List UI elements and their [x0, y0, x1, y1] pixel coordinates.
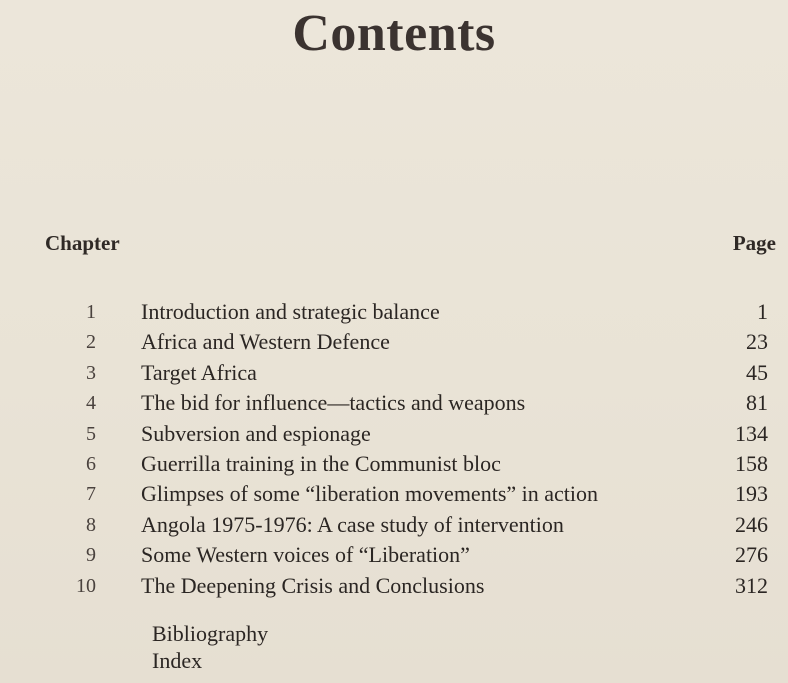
chapter-number: 8 — [86, 513, 96, 536]
chapter-number: 2 — [86, 331, 96, 354]
contents-row — [0, 419, 788, 449]
chapter-title: Some Western voices of “Liberation” — [141, 542, 470, 568]
chapter-page: 276 — [735, 542, 768, 568]
page-title: Contents — [292, 5, 496, 62]
contents-row — [0, 510, 788, 540]
contents-row — [0, 479, 788, 509]
chapter-number: 3 — [86, 361, 96, 384]
chapter-number: 6 — [86, 452, 96, 475]
chapter-page: 193 — [735, 481, 768, 507]
chapter-page: 45 — [746, 359, 768, 385]
index-entry: Index — [152, 648, 203, 673]
chapter-number: 1 — [86, 301, 96, 323]
chapter-page: 81 — [746, 390, 768, 416]
chapter-column-header: Chapter — [45, 231, 120, 255]
chapter-number: 10 — [76, 574, 96, 597]
contents-row — [0, 540, 788, 570]
chapter-title: The bid for influence—tactics and weapons — [141, 390, 526, 416]
chapter-number: 9 — [86, 544, 96, 567]
chapter-title: Subversion and espionage — [141, 420, 371, 446]
chapter-page: 1 — [757, 299, 768, 324]
chapter-title: Guerrilla training in the Communist bloc — [141, 450, 501, 476]
contents-row — [0, 571, 788, 601]
chapter-title: Target Africa — [141, 359, 257, 385]
bibliography-entry: Bibliography — [152, 621, 269, 646]
chapter-page: 246 — [735, 511, 768, 537]
contents-row — [0, 297, 788, 327]
chapter-page: 158 — [735, 450, 768, 476]
chapter-page: 134 — [735, 420, 768, 446]
contents-list — [0, 297, 788, 601]
chapter-number: 4 — [86, 392, 96, 415]
chapter-page: 23 — [746, 329, 768, 355]
chapter-title: The Deepening Crisis and Conclusions — [141, 572, 485, 598]
chapter-number: 5 — [86, 422, 96, 445]
back-matter-list — [152, 620, 268, 674]
chapter-title: Glimpses of some “liberation movements” in action — [141, 481, 599, 507]
contents-row — [0, 327, 788, 357]
contents-row — [0, 388, 788, 418]
chapter-title: Introduction and strategic balance — [141, 299, 440, 324]
contents-row — [0, 358, 788, 388]
chapter-page: 312 — [735, 572, 768, 598]
chapter-title: Angola 1975-1976: A case study of intervention — [141, 511, 564, 537]
page-column-header: Page — [732, 231, 776, 255]
chapter-number: 7 — [86, 483, 96, 506]
chapter-title: Africa and Western Defence — [141, 329, 390, 355]
contents-row — [0, 449, 788, 479]
